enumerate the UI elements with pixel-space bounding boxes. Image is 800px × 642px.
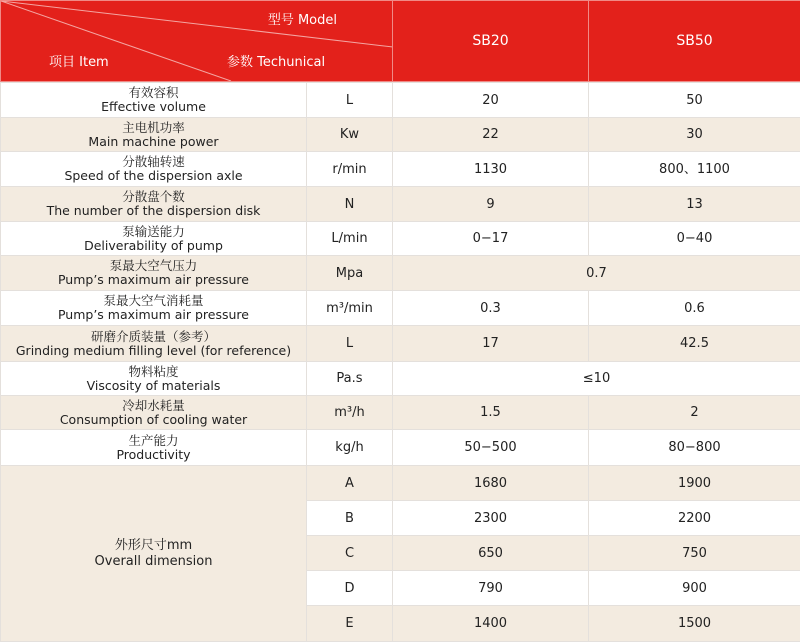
item-label: 项目 Item [49, 55, 109, 70]
value-cell-sb50: 0−40 [589, 222, 800, 256]
unit-cell: m³/h [307, 396, 393, 430]
model-label: 型号 Model [268, 13, 337, 28]
unit-cell: L/min [307, 222, 393, 256]
item-name-en: Grinding medium filling level (for reference) [1, 344, 306, 358]
item-name-en: Pump’s maximum air pressure [1, 308, 306, 322]
table-row [1, 118, 800, 152]
value-cell-sb20: 17 [393, 326, 589, 362]
value-cell-sb20: 650 [393, 536, 589, 571]
item-name-en: Effective volume [1, 100, 306, 114]
table-row [1, 291, 800, 326]
table-row [1, 396, 800, 430]
value-cell-sb20: 0.3 [393, 291, 589, 326]
unit-cell: L [307, 326, 393, 362]
value-cell-sb20: 50−500 [393, 430, 589, 466]
value-cell-sb50: 0.6 [589, 291, 800, 326]
item-name-en: Speed of the dispersion axle [1, 169, 306, 183]
item-cell [1, 396, 307, 430]
dimension-key-cell: E [307, 606, 393, 642]
table-row [1, 83, 800, 118]
item-name-cn: 泵最大空气压力 [1, 259, 306, 273]
dimension-name-cn: 外形尺寸mm [1, 538, 306, 554]
value-cell-sb50: 750 [589, 536, 800, 571]
item-cell [1, 362, 307, 396]
item-cell [1, 430, 307, 466]
item-name-cn: 物料粘度 [1, 365, 306, 379]
table-row [1, 187, 800, 222]
value-cell-sb50: 13 [589, 187, 800, 222]
unit-cell: Mpa [307, 256, 393, 291]
item-name-en: Productivity [1, 448, 306, 462]
item-cell [1, 256, 307, 291]
table-row [1, 152, 800, 187]
value-cell-sb20: 22 [393, 118, 589, 152]
value-cell-sb50: 2 [589, 396, 800, 430]
value-cell-sb50: 42.5 [589, 326, 800, 362]
unit-cell: r/min [307, 152, 393, 187]
item-cell [1, 118, 307, 152]
param-label: 参数 Techunical [227, 55, 325, 70]
item-name-cn: 生产能力 [1, 434, 306, 448]
item-name-en: The number of the dispersion disk [1, 204, 306, 218]
dimension-key-cell: A [307, 466, 393, 501]
item-name-cn: 主电机功率 [1, 121, 306, 135]
item-name-cn: 分散盘个数 [1, 190, 306, 204]
dimension-label-cell [1, 466, 307, 642]
value-cell-sb20: 1400 [393, 606, 589, 642]
unit-cell: Pa.s [307, 362, 393, 396]
value-cell-sb20: 790 [393, 571, 589, 606]
value-cell-sb50: 1900 [589, 466, 800, 501]
item-cell [1, 83, 307, 118]
value-cell-sb20: 1680 [393, 466, 589, 501]
value-cell-sb50: 50 [589, 83, 800, 118]
table-row [1, 362, 800, 396]
col-sb20-header: SB20 [393, 1, 589, 82]
dimension-key-cell: C [307, 536, 393, 571]
item-name-cn: 泵最大空气消耗量 [1, 294, 306, 308]
header-row [1, 1, 800, 82]
dimension-key-cell: D [307, 571, 393, 606]
item-cell [1, 187, 307, 222]
item-cell [1, 291, 307, 326]
value-cell-sb20: 2300 [393, 501, 589, 536]
item-name-cn: 冷却水耗量 [1, 399, 306, 413]
value-cell-merged: ≤10 [393, 362, 800, 396]
item-cell [1, 152, 307, 187]
value-cell-sb20: 9 [393, 187, 589, 222]
item-name-en: Pump’s maximum air pressure [1, 273, 306, 287]
item-name-cn: 分散轴转速 [1, 155, 306, 169]
unit-cell: kg/h [307, 430, 393, 466]
spec-table [0, 0, 800, 82]
item-cell [1, 222, 307, 256]
table-row [1, 222, 800, 256]
table-row [1, 256, 800, 291]
value-cell-sb20: 0−17 [393, 222, 589, 256]
dimension-name-en: Overall dimension [1, 554, 306, 570]
table-row [1, 430, 800, 466]
dimension-row [1, 466, 800, 501]
value-cell-sb50: 1500 [589, 606, 800, 642]
value-cell-sb20: 1130 [393, 152, 589, 187]
value-cell-sb50: 30 [589, 118, 800, 152]
unit-cell: L [307, 83, 393, 118]
item-name-en: Deliverability of pump [1, 239, 306, 253]
item-name-en: Main machine power [1, 135, 306, 149]
value-cell-sb20: 20 [393, 83, 589, 118]
col-sb50-header: SB50 [589, 1, 800, 82]
unit-cell: N [307, 187, 393, 222]
item-name-cn: 有效容积 [1, 86, 306, 100]
dimension-key-cell: B [307, 501, 393, 536]
table-row [1, 326, 800, 362]
item-cell [1, 326, 307, 362]
value-cell-sb50: 2200 [589, 501, 800, 536]
unit-cell: m³/min [307, 291, 393, 326]
item-name-cn: 泵输送能力 [1, 225, 306, 239]
value-cell-sb50: 900 [589, 571, 800, 606]
value-cell-sb50: 80−800 [589, 430, 800, 466]
value-cell-merged: 0.7 [393, 256, 800, 291]
header-corner-cell [1, 1, 393, 82]
value-cell-sb20: 1.5 [393, 396, 589, 430]
unit-cell: Kw [307, 118, 393, 152]
item-name-en: Consumption of cooling water [1, 413, 306, 427]
item-name-en: Viscosity of materials [1, 379, 306, 393]
spec-body [0, 82, 800, 642]
item-name-cn: 研磨介质装量（参考） [1, 330, 306, 344]
value-cell-sb50: 800、1100 [589, 152, 800, 187]
